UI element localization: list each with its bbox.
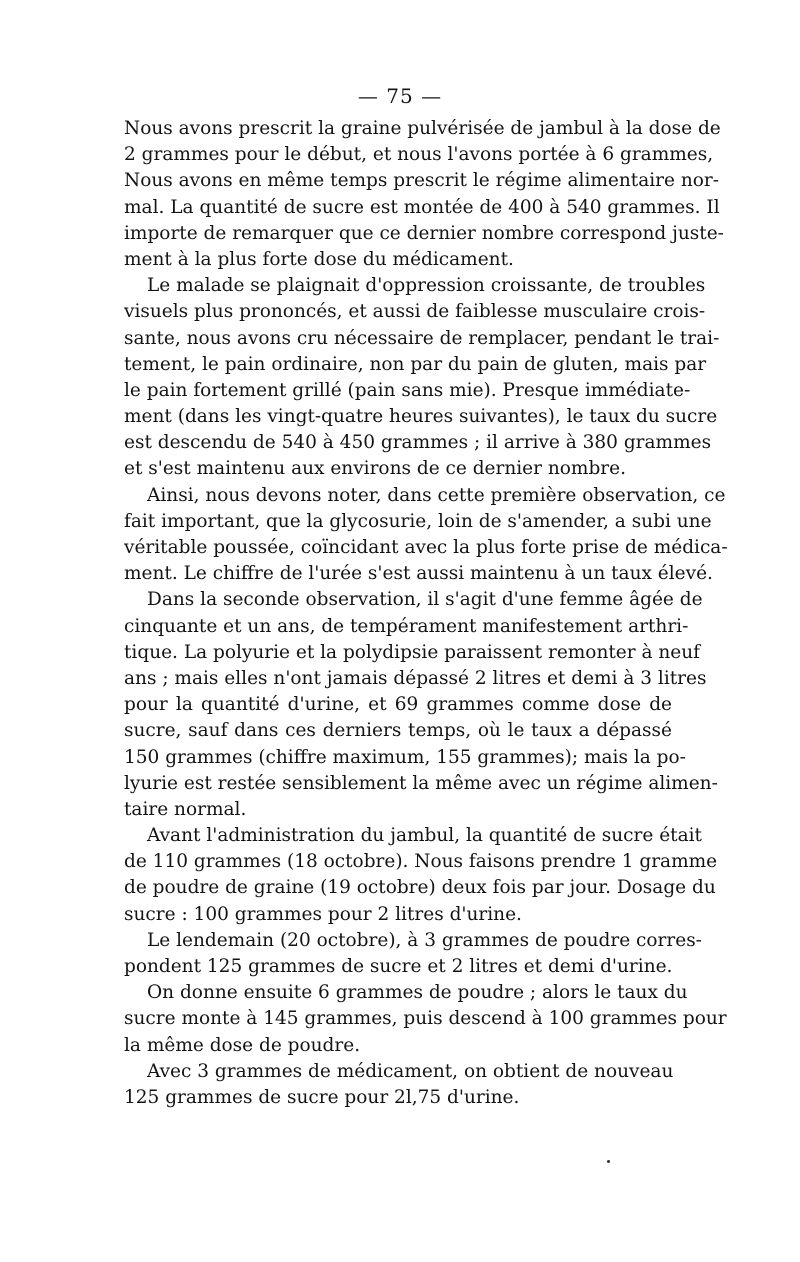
- text-line: sante, nous avons cru nécessaire de remplacer, pendant le trai-: [124, 327, 720, 349]
- text-line: pour la quantité d'urine, et 69 grammes comme dose de: [124, 694, 672, 716]
- text-line: véritable poussée, coïncidant avec la plus forte prise de médica-: [124, 537, 728, 558]
- text-line: Le lendemain (20 octobre), à 3 grammes de poudre corres-: [147, 929, 702, 951]
- text-line: 150 grammes (chiffre maximum, 155 grammes); mais la po-: [124, 746, 686, 768]
- text-line: mal. La quantité de sucre est montée de 400 à 540 grammes. Il: [124, 196, 720, 218]
- text-line: de 110 grammes (18 octobre). Nous faisons prendre 1 gramme: [124, 851, 718, 873]
- text-line: Nous avons en même temps prescrit le régime alimentaire nor-: [124, 170, 719, 192]
- text-line: ans ; mais elles n'ont jamais dépassé 2 litres et demi à 3 litres: [124, 667, 707, 689]
- text-line: 2 grammes pour le début, et nous l'avons portée à 6 grammes,: [124, 144, 714, 166]
- text-line: et s'est maintenu aux environs de ce dernier nombre.: [124, 458, 626, 480]
- text-line: le pain fortement grillé (pain sans mie). Presque immédiate-: [124, 379, 691, 401]
- text-line: tement, le pain ordinaire, non par du pain de gluten, mais par: [124, 353, 707, 375]
- text-line: fait important, que la glycosurie, loin de s'amender, a subi une: [124, 510, 712, 532]
- text-line: Avec 3 grammes de médicament, on obtient de nouveau: [147, 1060, 674, 1082]
- text-line: la même dose de poudre.: [124, 1034, 361, 1056]
- text-line: lyurie est restée sensiblement la même avec un régime alimen-: [124, 772, 718, 794]
- text-line: de poudre de graine (19 octobre) deux fois par jour. Dosage du: [124, 877, 716, 899]
- text-line: sucre : 100 grammes pour 2 litres d'urine.: [124, 903, 522, 925]
- text-line: Dans la seconde observation, il s'agit d'une femme âgée de: [147, 589, 703, 611]
- text-line: ment (dans les vingt-quatre heures suivantes), le taux du sucre: [124, 406, 718, 428]
- text-line: visuels plus prononcés, et aussi de faiblesse musculaire crois-: [124, 301, 706, 323]
- page-number: — 75 —: [357, 84, 443, 108]
- text-line: sucre, sauf dans ces derniers temps, où le taux a dépassé: [124, 720, 672, 742]
- text-line: Le malade se plaignait d'oppression croissante, de troubles: [147, 275, 706, 297]
- ink-speck: [607, 1160, 610, 1163]
- text-line: 125 grammes de sucre pour 2l,75 d'urine.: [124, 1086, 520, 1108]
- body-text: [124, 116, 728, 1111]
- text-line: ment. Le chiffre de l'urée s'est aussi maintenu à un taux élevé.: [124, 563, 713, 585]
- text-line: taire normal.: [124, 798, 247, 820]
- text-line: tique. La polyurie et la polydipsie paraissent remonter à neuf: [124, 641, 701, 663]
- text-line: sucre monte à 145 grammes, puis descend à 100 grammes pour: [124, 1008, 727, 1030]
- text-line: Avant l'administration du jambul, la quantité de sucre était: [147, 825, 702, 847]
- text-line: Ainsi, nous devons noter, dans cette première observation, ce: [147, 484, 726, 506]
- text-line: importe de remarquer que ce dernier nombre correspond juste-: [124, 222, 724, 244]
- text-line: cinquante et un ans, de tempérament manifestement arthri-: [124, 615, 689, 637]
- text-line: pondent 125 grammes de sucre et 2 litres et demi d'urine.: [124, 956, 673, 977]
- text-line: On donne ensuite 6 grammes de poudre ; alors le taux du: [147, 982, 688, 1004]
- text-line: ment à la plus forte dose du médicament.: [124, 248, 514, 270]
- text-line: Nous avons prescrit la graine pulvérisée de jambul à la dose de: [124, 118, 721, 139]
- text-line: est descendu de 540 à 450 grammes ; il arrive à 380 grammes: [124, 432, 712, 454]
